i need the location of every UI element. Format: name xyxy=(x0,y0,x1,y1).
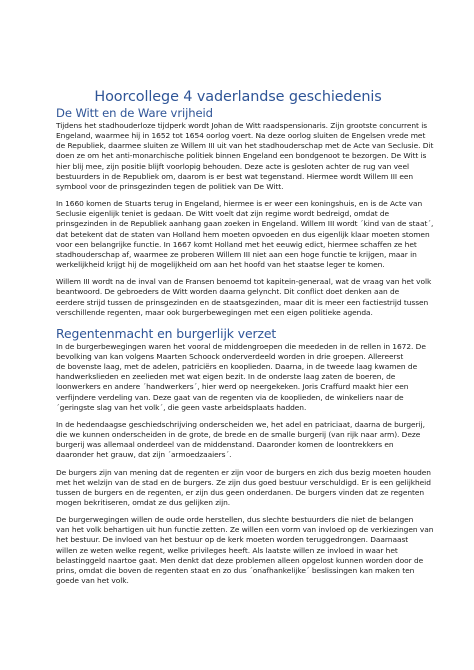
text-line: van het volk behartigen uit hun functie zetten. Ze willen een vorm van invloed op de verkiezingen van xyxy=(56,525,434,535)
page-title: Hoorcollege 4 vaderlandse geschiedenis xyxy=(94,89,382,105)
text-line: prinsgezinden in de Republiek aanhang gaan zoeken in Engeland. Willem III wordt ´kind van de staat´, xyxy=(56,219,434,229)
paragraph xyxy=(56,199,434,270)
text-line: bevolking van kan volgens Maarten Schoock onderverdeeld worden in drie groepen. Allereerst xyxy=(56,351,404,361)
paragraph xyxy=(56,515,434,586)
text-line: De burgers zijn van mening dat de regenten er zijn voor de burgers en zich dus bezig moeten houden xyxy=(56,467,431,477)
text-line: daaronder het grauw, dat zijn ´armoedzaaiers´. xyxy=(56,450,232,460)
paragraph xyxy=(56,341,426,413)
text-line: Willem III wordt na de inval van de Fransen benoemd tot kapitein-generaal, wat de vraag van het volk xyxy=(56,277,432,287)
text-line: verschillende regenten, maar ook burgerbewegingen met een eigen politieke agenda. xyxy=(56,307,373,317)
text-line: De burgerwegingen willen de oude orde herstellen, dus slechte bestuurders die niet de belangen xyxy=(56,515,414,525)
text-line: willen ze weten welke regent, welke privileges heeft. Als laatste willen ze invloed in waar het xyxy=(56,545,398,555)
text-line: burgerij was allemaal onderdeel van de middenstand. Daaronder komen de loontrekkers en xyxy=(56,440,394,450)
text-line: belastinggeld naartoe gaat. Men denkt dat deze problemen alleen opgelost kunnen worden door de xyxy=(56,555,424,565)
text-line: het bestuur. De invloed van het bestuur op de kerk moeten worden teruggedrongen. Daarnaast xyxy=(56,535,409,545)
text-line: Engeland, waarmee hij in 1652 tot 1654 oorlog voert. Na deze oorlog sluiten de Engelsen vrede met xyxy=(56,131,426,141)
text-line: stadhouderschap af, waarmee ze proberen Willem III niet aan een hoge functie te krijgen, maar in xyxy=(56,249,417,259)
section-heading-regentenmacht: Regentenmacht en burgerlijk verzet xyxy=(56,325,277,341)
text-line: ´geringste slag van het volk´, die geen vaste arbeidsplaats hadden. xyxy=(56,402,307,412)
paragraph xyxy=(56,419,425,461)
text-line: tussen de burgers en de regenten, er zijn dus geen onderdanen. De burgers vinden dat ze regenten xyxy=(56,487,425,497)
paragraph xyxy=(56,277,432,318)
text-line: verfijndere verdeling van. Deze gaat van de regenten via de kooplieden, de winkeliers naar de xyxy=(56,392,404,402)
text-line: bestuurders in de Republiek om, daarom is er best wat tegenstand. Hiermee wordt Willem III een xyxy=(56,171,414,181)
text-line: loonwerkers en andere ´handwerkers´, hier werd op neergekeken. Joris Craffurd maakt hier een xyxy=(56,382,409,392)
text-line: In 1660 komen de Stuarts terug in Engeland, hiermee is er weer een koningshuis, en is de Acte van xyxy=(56,199,423,209)
text-line: mogen bekritiseren, omdat ze dus gelijken zijn. xyxy=(56,498,231,507)
text-line: eerdere strijd tussen de prinsgezinden en de staatsgezinden, maar dit is meer een factiestrijd tussen xyxy=(56,297,429,307)
text-line: beantwoord. De gebroeders de Witt worden daarna gelyncht. Dit conflict doet denken aan de xyxy=(56,287,400,297)
text-line: werkelijkheid krijgt hij de mogelijkheid om aan het hoofd van het staatse leger te komen. xyxy=(56,260,385,270)
text-line: voor een belangrijke functie. In 1667 komt Holland met het eeuwig edict, hiermee schaffen ze het xyxy=(56,239,417,249)
text-line: prins, omdat die boven de regenten staat en zo dus ´onafhankelijke´ beslissingen kan maken ten xyxy=(56,565,415,575)
text-line: doen ze om het anti-monarchische politiek binnen Engeland een bondgenoot te bezorgen. De Witt is xyxy=(56,151,427,161)
document-content xyxy=(56,88,434,593)
text-line: symbool voor de prinsgezinden tegen de politiek van De Witt. xyxy=(56,181,284,191)
paragraph xyxy=(56,121,434,192)
text-line: In de hedendaagse geschiedschrijving onderscheiden we, het adel en patriciaat, daarna de burgerij, xyxy=(56,419,425,429)
section-heading-de-witt: De Witt en de Ware vrijheid xyxy=(56,106,213,120)
text-line: met het welzijn van de stad en de burgers. Ze zijn dus goed bestuur verschuldigd. Er is een gelijkheid xyxy=(56,477,431,487)
text-line: hier blij mee, zijn positie blijft voorlopig behouden. Deze acte is gesloten achter de rug van veel xyxy=(56,161,410,171)
text-line: de bovenste laag, met de adelen, patriciërs en kooplieden. Daarna, in de tweede laag kwamen de xyxy=(56,362,418,372)
text-line: die we kunnen onderscheiden in de grote, de brede en de smalle burgerij (van rijk naar arm). Deze xyxy=(56,430,421,440)
paragraph xyxy=(56,467,431,509)
text-line: Tijdens het stadhouderloze tijdperk wordt Johan de Witt raadspensionaris. Zijn grootste concurrent is xyxy=(56,121,428,130)
text-line: handwerkslieden en zeelieden met wat eigen bezit. In de onderste laag zaten de boeren, de xyxy=(56,372,396,382)
text-line: dat betekent dat de staten van Holland hem moeten opvoeden en dus eigenlijk klaar moeten stomen xyxy=(56,229,430,239)
text-line: Seclusie eigenlijk teniet is gedaan. De Witt voelt dat zijn regime wordt bedreigd, omdat de xyxy=(56,209,390,219)
text-line: In de burgerbewegingen waren het vooral de middengroepen die meededen in de rellen in 1672. De xyxy=(56,341,426,351)
text-line: de Republiek, daarmee sluiten ze Willem III uit van het stadhouderschap met de Acte van Seclusie. Dit xyxy=(56,141,434,151)
text-line: goede van het volk. xyxy=(56,576,129,586)
